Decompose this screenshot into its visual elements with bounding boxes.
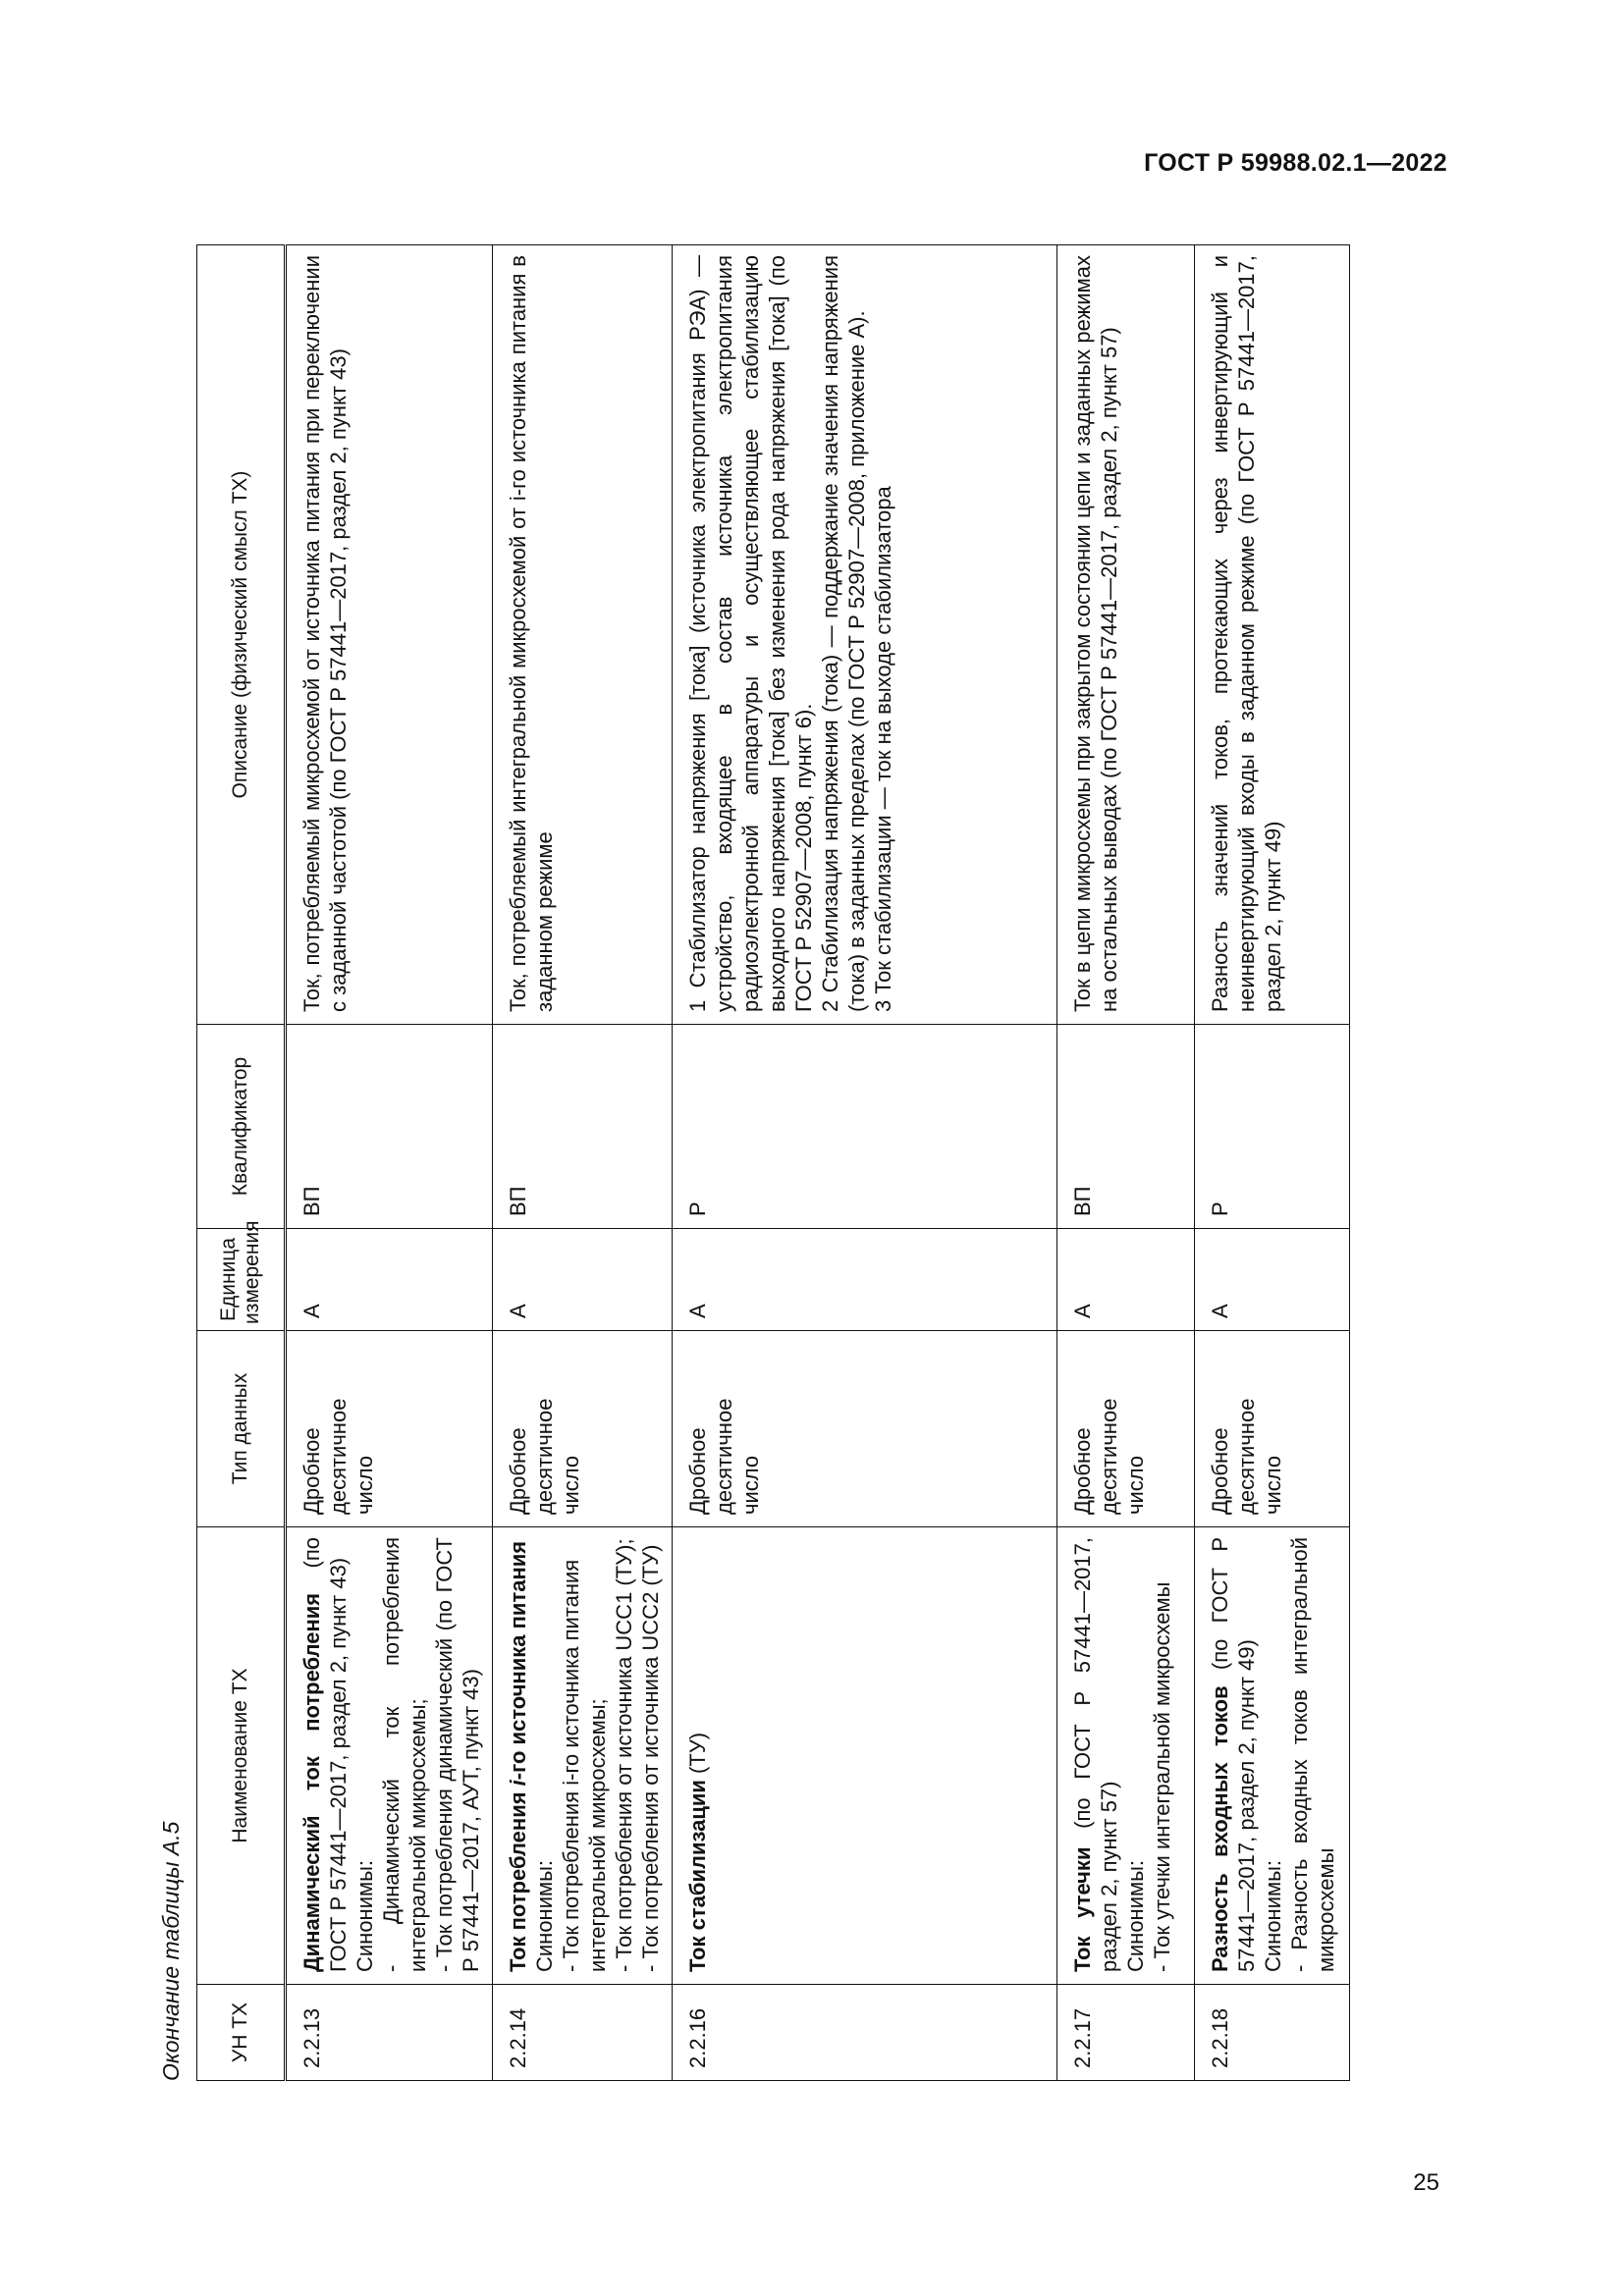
row-name-bold: Динамический ток потребления bbox=[299, 1592, 324, 1972]
row-name bbox=[673, 1527, 1057, 1985]
row-name-bold: Ток потребления i-го источника питания bbox=[506, 1540, 530, 1972]
synonyms-label: Синонимы: bbox=[1261, 1859, 1285, 1972]
row-name bbox=[493, 1527, 673, 1985]
row-data-type: Дробное десятичное число bbox=[493, 1331, 673, 1527]
synonyms-label: Синонимы: bbox=[352, 1859, 377, 1972]
row-id: 2.2.18 bbox=[1195, 1985, 1350, 2081]
header-description: Описание (физический смысл ТХ) bbox=[197, 245, 286, 1025]
row-description bbox=[673, 245, 1057, 1025]
description-item: 2 Стабилизация напряжения (тока) — поддержание значения напряжения (тока) в заданных пределах (по ГОСТ Р 52907—2008, приложение А). bbox=[818, 255, 869, 1012]
row-description: Ток, потребляемый микросхемой от источника питания при переключении с заданной частотой (по ГОСТ Р 57441—2017, раздел 2, пункт 43) bbox=[286, 245, 493, 1025]
row-unit: А bbox=[673, 1229, 1057, 1331]
row-qualifier: Р bbox=[673, 1025, 1057, 1229]
row-qualifier: ВП bbox=[286, 1025, 493, 1229]
row-description: Ток в цепи микросхемы при закрытом состоянии цепи и заданных режимах на остальных выводах (по ГОСТ Р 57441—2017, раздел 2, пункт 57) bbox=[1057, 245, 1195, 1025]
synonym-item: - Ток утечки интегральной микросхемы bbox=[1150, 1581, 1174, 1972]
row-description: Ток, потребляемый интегральной микросхемой от i-го источника питания в заданном режиме bbox=[493, 245, 673, 1025]
table-row bbox=[1057, 245, 1195, 2081]
header-name: Наименование ТХ bbox=[197, 1527, 286, 1985]
row-unit: А bbox=[1195, 1229, 1350, 1331]
row-description: Разность значений токов, протекающих через инвертирующий и неинвертирующий входы в заданном режиме (по ГОСТ Р 57441—2017, раздел 2, пункт 49) bbox=[1195, 245, 1350, 1025]
row-name-rest: (по ГОСТ Р 57441—2017, раздел 2, пункт 43) bbox=[299, 1537, 351, 1972]
synonym-item: - Динамический ток потребления интегральной микросхемы; bbox=[379, 1537, 430, 1972]
row-name bbox=[1057, 1527, 1195, 1985]
header-id: УН ТХ bbox=[197, 1985, 286, 2081]
table-row bbox=[1195, 245, 1350, 2081]
table-row bbox=[493, 245, 673, 2081]
header-data-type: Тип данных bbox=[197, 1331, 286, 1527]
row-unit: А bbox=[493, 1229, 673, 1331]
synonym-item: - Ток потребления i-го источника питания интегральной микросхемы; bbox=[559, 1559, 610, 1972]
row-name-rest: (по ГОСТ Р 57441—2017, раздел 2, пункт 57) bbox=[1070, 1537, 1121, 1972]
synonym-item: - Ток потребления от источника UCC1 (ТУ); bbox=[612, 1538, 636, 1972]
document-code: ГОСТ Р 59988.02.1—2022 bbox=[1144, 149, 1447, 177]
page-number: 25 bbox=[1413, 2169, 1439, 2196]
row-id: 2.2.13 bbox=[286, 1985, 493, 2081]
row-id: 2.2.14 bbox=[493, 1985, 673, 2081]
synonym-item: - Ток потребления динамический (по ГОСТ Р 57441—2017, АУТ, пункт 43) bbox=[432, 1537, 483, 1972]
row-unit: А bbox=[1057, 1229, 1195, 1331]
row-name bbox=[286, 1527, 493, 1985]
table-header-row bbox=[197, 245, 286, 2081]
row-qualifier: ВП bbox=[493, 1025, 673, 1229]
row-qualifier: ВП bbox=[1057, 1025, 1195, 1229]
row-qualifier: Р bbox=[1195, 1025, 1350, 1229]
row-name-bold: Ток утечки bbox=[1070, 1846, 1095, 1972]
row-name-rest: (ТУ) bbox=[685, 1732, 710, 1781]
row-id: 2.2.17 bbox=[1057, 1985, 1195, 2081]
header-unit: Единица измерения bbox=[197, 1229, 286, 1331]
synonyms-label: Синонимы: bbox=[1123, 1859, 1148, 1972]
row-name bbox=[1195, 1527, 1350, 1985]
row-name-bold: Разность входных токов bbox=[1208, 1685, 1232, 1972]
synonym-item: - Ток потребления от источника UCC2 (ТУ) bbox=[638, 1544, 663, 1972]
row-data-type: Дробное десятичное число bbox=[1057, 1331, 1195, 1527]
row-id: 2.2.16 bbox=[673, 1985, 1057, 2081]
table-row bbox=[673, 245, 1057, 2081]
synonyms-label: Синонимы: bbox=[532, 1859, 557, 1972]
description-item: 1 Стабилизатор напряжения [тока] (источника электропитания РЭА) — устройство, входящее в состав источника электропитания радиоэлектронной аппаратуры и осуществляющее стабилизацию выходного напряжения [тока] без изменения рода напряжения [тока] (по ГОСТ Р 52907—2008, пункт 6). bbox=[685, 255, 816, 1012]
table-caption: Окончание таблицы А.5 bbox=[158, 1821, 184, 2081]
rotated-table-area bbox=[147, 245, 1337, 2081]
row-data-type: Дробное десятичное число bbox=[286, 1331, 493, 1527]
row-data-type: Дробное десятичное число bbox=[673, 1331, 1057, 1527]
row-data-type: Дробное десятичное число bbox=[1195, 1331, 1350, 1527]
description-item: 3 Ток стабилизации — ток на выходе стабилизатора bbox=[871, 486, 895, 1012]
row-unit: А bbox=[286, 1229, 493, 1331]
row-name-bold: Ток стабилизации bbox=[685, 1780, 710, 1972]
header-qualifier: Квалификатор bbox=[197, 1025, 286, 1229]
synonym-item: - Разность входных токов интегральной микросхемы bbox=[1287, 1537, 1338, 1972]
row-name-rest: (по ГОСТ Р 57441—2017, раздел 2, пункт 49) bbox=[1208, 1537, 1259, 1972]
characteristics-table bbox=[196, 244, 1350, 2081]
table-row bbox=[286, 245, 493, 2081]
